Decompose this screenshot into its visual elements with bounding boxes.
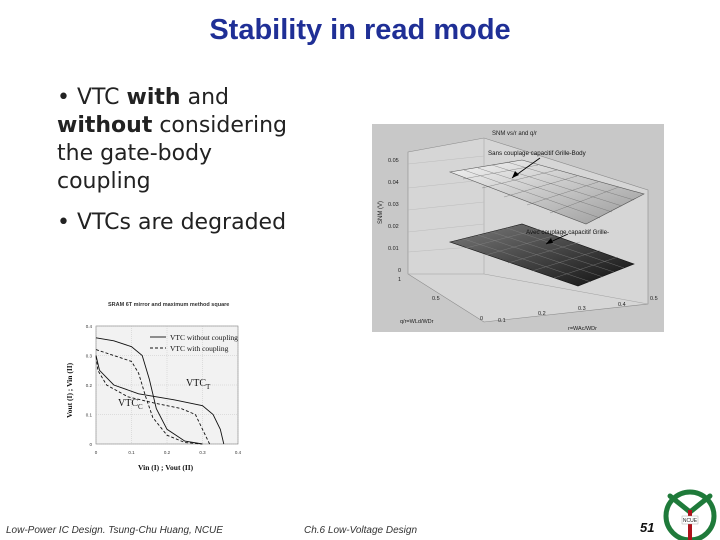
x-tick: 0.4	[618, 302, 626, 308]
footer-chapter: Ch.6 Low-Voltage Design	[304, 525, 418, 536]
logo-text: NCUE	[682, 518, 698, 524]
label-vtc-c: $VTC_C$	[118, 398, 143, 411]
x-tick-label: 0.2	[163, 450, 171, 455]
bullet-vtc-degraded	[57, 210, 286, 235]
bullet-marker: •	[57, 85, 70, 110]
z-axis-label: SNM (V)	[378, 201, 384, 224]
x-axis-label: r=WAc/WDr	[568, 326, 597, 332]
bullet-text-part: and	[180, 85, 229, 110]
bullet-emphasis-with: with	[126, 85, 181, 110]
label-with-coupling: Avec couplage capacitif Grille-	[526, 229, 610, 236]
chart-x-label: Vin (I) ; Vout (II)	[138, 463, 194, 472]
bullet-emphasis-without: without	[57, 113, 153, 138]
legend-item: VTC with coupling	[170, 344, 229, 353]
x-tick-label: 0.4	[234, 450, 242, 455]
bullet-text-part: VTC	[76, 85, 127, 110]
z-tick: 0.05	[388, 158, 399, 164]
bullet-text: VTCs are degraded	[76, 210, 287, 235]
y-tick-label: 0.4	[85, 324, 92, 329]
x-tick-label: 0.3	[199, 450, 206, 455]
z-tick: 0.04	[388, 180, 399, 186]
legend-item: VTC without coupling	[170, 333, 238, 342]
slide-title: Stability in read mode	[209, 14, 511, 46]
y-tick-label: 0	[89, 442, 92, 447]
vtc-chart	[66, 298, 278, 476]
plot-title: SNM vs/r and q/r	[492, 131, 538, 137]
ncue-logo-icon	[660, 482, 720, 540]
x-tick-label: 0	[94, 450, 98, 455]
chart-y-label: Vout (I) ; Vin (II)	[65, 362, 74, 418]
y-axis-label: q/r=WLd/WDr	[400, 319, 434, 325]
snm-surface-plot	[372, 124, 664, 332]
bullet-marker: •	[57, 210, 70, 235]
y-tick-label: 0.1	[85, 412, 92, 418]
z-tick: 0.03	[388, 202, 399, 208]
label-without-coupling: Sans couplage capacitif Grille-Body	[488, 150, 586, 157]
z-tick: 0.02	[388, 224, 399, 230]
x-tick: 0.3	[578, 306, 586, 312]
y-tick: 0.5	[432, 296, 440, 302]
x-tick: 0.1	[498, 318, 506, 324]
y-tick: 1	[398, 277, 402, 283]
chart-title: SRAM 6T mirror and maximum method square	[108, 302, 230, 308]
x-tick-label: 0.1	[128, 450, 135, 455]
y-tick: 0	[480, 316, 484, 322]
label-vtc-t: $VTC_T$	[186, 378, 211, 391]
y-tick-label: 0.2	[85, 383, 92, 388]
footer-author: Low-Power IC Design. Tsung-Chu Huang, NCUE	[6, 525, 223, 536]
y-tick-label: 0.3	[85, 353, 92, 359]
bullet-text-part: considering the gate-body coupling	[57, 113, 287, 194]
z-tick: 0.01	[388, 246, 399, 252]
page-number: 51	[640, 520, 655, 535]
z-tick: 0	[398, 268, 402, 274]
x-tick: 0.2	[538, 311, 546, 317]
bullet-gate-body-coupling	[57, 84, 297, 196]
x-tick: 0.5	[650, 296, 658, 302]
